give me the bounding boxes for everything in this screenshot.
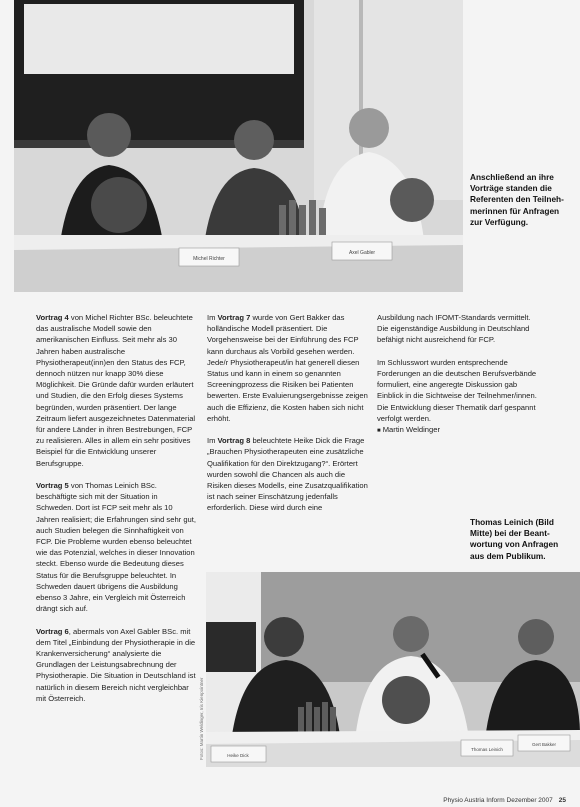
paragraph: Im Vortrag 8 beleuchtete Heike Dick die Frage „Brauchen Physiotherapeuten eine zusätzliche Qualifikation für den Direktzugang?“. Erörtert wurden sowohl die Chancen als auch die Risiken dieses Modells, eine Zusatzqualifikation ist nach seiner Einschätzung jedenfalls erforderlich. Diese wird durch eine [207, 436, 368, 513]
panel-photo-graphic [206, 572, 580, 767]
talk-label: Vortrag 8 [217, 436, 251, 446]
page-number: 25 [558, 797, 566, 804]
paragraph [36, 626, 196, 704]
name-card-right: Gert Bakker [531, 742, 557, 747]
top-caption: Anschließend an ihre Vorträge standen die Referenten den Teilneh- merinnen für Anfragen zur Verfügung. [470, 172, 564, 227]
bottom-photo [206, 572, 580, 767]
column-1 [36, 312, 196, 715]
photo-credit: Fotos: Martin Weldinger, Iris Kienpointner [199, 677, 204, 760]
paragraph: Ausbildung nach IFOMT-Standards vermittelt. Die eigenständige Ausbildung in Deutschland befähigt nicht ausreichend für FCP. [377, 313, 531, 345]
bullet-icon: ■ [377, 428, 381, 435]
top-photo [14, 0, 463, 292]
paragraph [36, 312, 196, 469]
page-footer [443, 797, 566, 804]
name-card-left: Michel Richter [193, 256, 225, 262]
talk-text: beleuchtete Heike Dick die Frage „Brauchen Physiotherapeuten eine zusätzliche Qualifikation für den Direktzugang?“. Erörtert wurden sowohl die Chancen als auch die Risiken dieses Modells, eine Zusatzqualifikation ist nach seiner Einschätzung jedenfalls erforderlich. Diese wird durch eine [207, 436, 368, 513]
talk-label: Vortrag 5 [36, 481, 69, 491]
column-2 [207, 312, 369, 525]
paragraph: Im Vortrag 7 wurde von Gert Bakker das holländische Modell präsentiert. Die Vorgehensweise bei der Einführung des FCP kann durchaus als Vorbild gesehen werden. Jede/r Physiotherapeut/in hat generell diesen Status und kann in einem so genannten Screeningprozess die Risiken bei Patienten bewerten. Erste Evaluierungsergebnisse zeigen auch die Effizienz, die Kosten haben sich nicht erhöht. [207, 313, 368, 423]
talk-label: Vortrag 4 [36, 313, 69, 322]
bottom-caption: Thomas Leinich (Bild Mitte) bei der Beant- wortung von Anfragen aus dem Publikum. [470, 517, 559, 561]
paragraph: Im Schlusswort wurden entsprechende Forderungen an die deutschen Berufsverbände formuliert, eine angeregte Diskussion gab Einblick in die Sichtweise der Teilnehmer/innen. Die Entwicklung dieser Thematik darf gespannt verfolgt werden. ■ Martin Weldinger [377, 357, 537, 435]
panel-photo-graphic [14, 0, 463, 292]
name-card-left: Heike Dick [227, 753, 249, 758]
column-3 [377, 312, 537, 437]
name-card-right: Axel Gabler [348, 250, 376, 256]
author-name: Martin Weldinger [380, 425, 440, 435]
name-card-mid: Thomas Leinich [471, 747, 503, 752]
talk-text: , abermals von Axel Gabler BSc. mit dem Titel „Einbindung der Physiotherapie in die Krankenversicherung“ analysierte die Grundlagen der Leistungsabrechnung der Physiotherapie. Die Situation in Deutschland ist natürlich in diesem Bereich nicht vergleichbar mit Österreich. [36, 626, 196, 703]
talk-label: Vortrag 6 [36, 626, 69, 636]
talk-label: Vortrag 7 [217, 313, 251, 322]
footer-text: Physio Austria Inform Dezember 2007 [443, 797, 553, 804]
talk-text: von Thomas Leinich BSc. beschäftigte sich mit der Situation in Schweden. Dort ist FCP seit mehr als 10 Jahren realisiert; die Erfahrungen sind sehr gut, auch Studien belegen die Sinnhaftigkeit von FCP. Die Probleme wurden ebenso beleuchtet wie das Potenzial, welches in dieser Innovation steckt. Ebenso wurde die Bedeutung dieses Status für die Berufsgruppe beleuchtet. In Schweden dauert übrigens die Ausbildung ebenso 3 Jahre, ein Vergleich mit Österreich drängt sich auf. [36, 481, 196, 614]
paragraph [36, 480, 196, 614]
talk-text: von Michel Richter BSc. beleuchtete das australische Modell sowie den amerikanischen Einfluss. Seit mehr als 30 Jahren haben australische Physiotherapeut(inn)en den Status des FCP, dennoch nützen nur knapp 30% diese Möglichkeit. Die Gründe dafür wurden erläutert und Studien, die den Erfolg dieses Systems begründen, wurden präsentiert. Der lange Zeitraum liefert ausgezeichnetes Datenmaterial für andere Länder in ihren Bestrebungen, FCP zu realisieren. Alles in allem ein sehr positives Beispiel für die Entwicklung unserer Berufsgruppe. [36, 313, 196, 468]
talk-text: wurde von Gert Bakker das holländische Modell präsentiert. Die Vorgehensweise bei der Einführung des FCP kann durchaus als Vorbild gesehen werden. Jede/r Physiotherapeut/in hat generell diesen Status und kann in einem so genannten Screeningprozess die Risiken bei Patienten bewerten. Erste Evaluierungsergebnisse zeigen auch die Effizienz, die Kosten haben sich nicht erhöht. [207, 313, 368, 423]
